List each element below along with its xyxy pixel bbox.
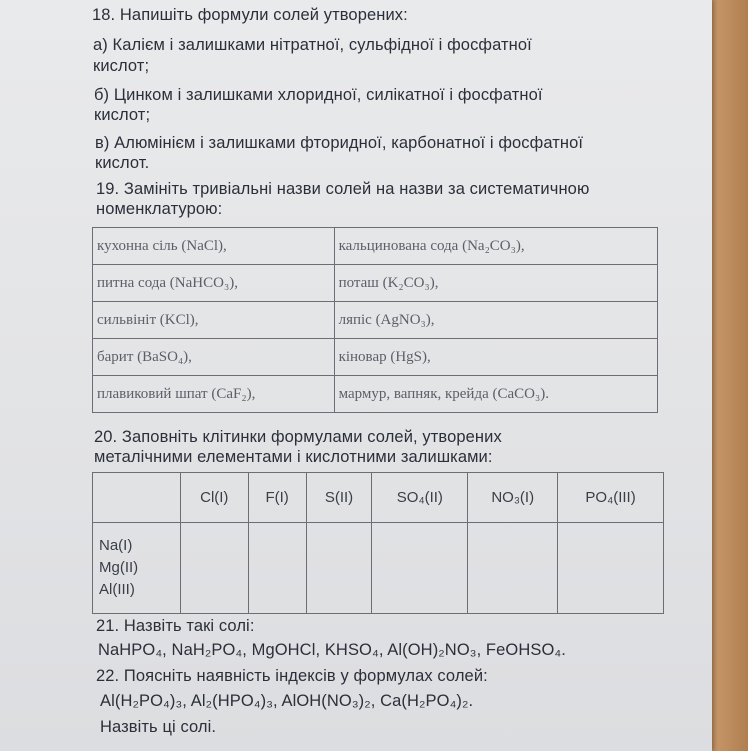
table-cell: плавиковий шпат (CaF₂), — [93, 376, 335, 413]
q18-title: 18. Напишіть формули солей утворених: — [92, 6, 408, 24]
table-header-row — [93, 473, 664, 523]
empty-cell[interactable] — [248, 523, 306, 614]
metal-label: Mg(II) — [99, 559, 139, 576]
q20-salt-formula-table — [92, 472, 664, 614]
table-cell: барит (BaSO₄), — [93, 339, 335, 376]
column-header: Cl(I) — [180, 473, 248, 523]
table-cell: сильвініт (KCl), — [93, 302, 335, 339]
q21-formulas: NaHPO₄, NaH₂PO₄, MgOHCl, KHSO₄, Al(OH)₂NO₃, FeOHSO₄. — [98, 641, 566, 659]
q18-b-line2: кислот; — [94, 106, 151, 124]
table-row — [93, 228, 658, 265]
table-cell: кальцинована сода (Na₂CO₃), — [334, 228, 657, 265]
q20-title-line1: 20. Заповніть клітинки формулами солей, утворених — [94, 428, 502, 446]
q18-a-line1: а) Калієм і залишками нітратної, сульфідної і фосфатної — [93, 36, 532, 54]
q19-salt-names-table — [92, 227, 658, 413]
q18-a-line2: кислот; — [93, 57, 150, 75]
metal-label: Al(III) — [99, 581, 135, 598]
table-row — [93, 523, 664, 614]
empty-cell[interactable] — [372, 523, 468, 614]
corner-cell — [93, 473, 181, 523]
table-row — [93, 339, 658, 376]
q18-b-line1: б) Цинком і залишками хлоридної, силікатної і фосфатної — [94, 86, 543, 104]
q21-title: 21. Назвіть такі солі: — [96, 617, 255, 635]
table-cell: кіновар (HgS), — [334, 339, 657, 376]
column-header: NO₃(I) — [468, 473, 558, 523]
table-cell: ляпіс (AgNO₃), — [334, 302, 657, 339]
metal-label: Na(I) — [99, 537, 133, 554]
q19-title-line2: номенклатурою: — [96, 200, 223, 218]
row-header-metals — [93, 523, 181, 614]
q22-title: 22. Поясніть наявність індексів у формулах солей: — [96, 667, 488, 685]
q19-title-line1: 19. Замініть тривіальні назви солей на назви за систематичною — [96, 180, 590, 198]
empty-cell[interactable] — [468, 523, 558, 614]
q18-c-line1: в) Алюмінієм і залишками фторидної, карбонатної і фосфатної — [95, 134, 584, 152]
table-cell: мармур, вапняк, крейда (CaCO₃). — [334, 376, 657, 413]
q22-formulas: Al(H₂PO₄)₃, Al₂(HPO₄)₃, AlOH(NO₃)₂, Ca(H₂PO₄)₂. — [100, 692, 474, 710]
table-cell: кухонна сіль (NaCl), — [93, 228, 335, 265]
q20-title-line2: металічними елементами і кислотними залишками: — [94, 448, 493, 466]
table-row — [93, 376, 658, 413]
table-cell: питна сода (NaHCO₃), — [93, 265, 335, 302]
empty-cell[interactable] — [558, 523, 664, 614]
q22-task: Назвіть ці солі. — [100, 718, 217, 736]
table-row — [93, 302, 658, 339]
empty-cell[interactable] — [180, 523, 248, 614]
q18-c-line2: кислот. — [95, 154, 150, 172]
column-header: F(I) — [248, 473, 306, 523]
column-header: PO₄(III) — [558, 473, 664, 523]
empty-cell[interactable] — [306, 523, 372, 614]
table-row — [93, 265, 658, 302]
table-cell: поташ (K₂CO₃), — [334, 265, 657, 302]
column-header: SO₄(II) — [372, 473, 468, 523]
column-header: S(II) — [306, 473, 372, 523]
